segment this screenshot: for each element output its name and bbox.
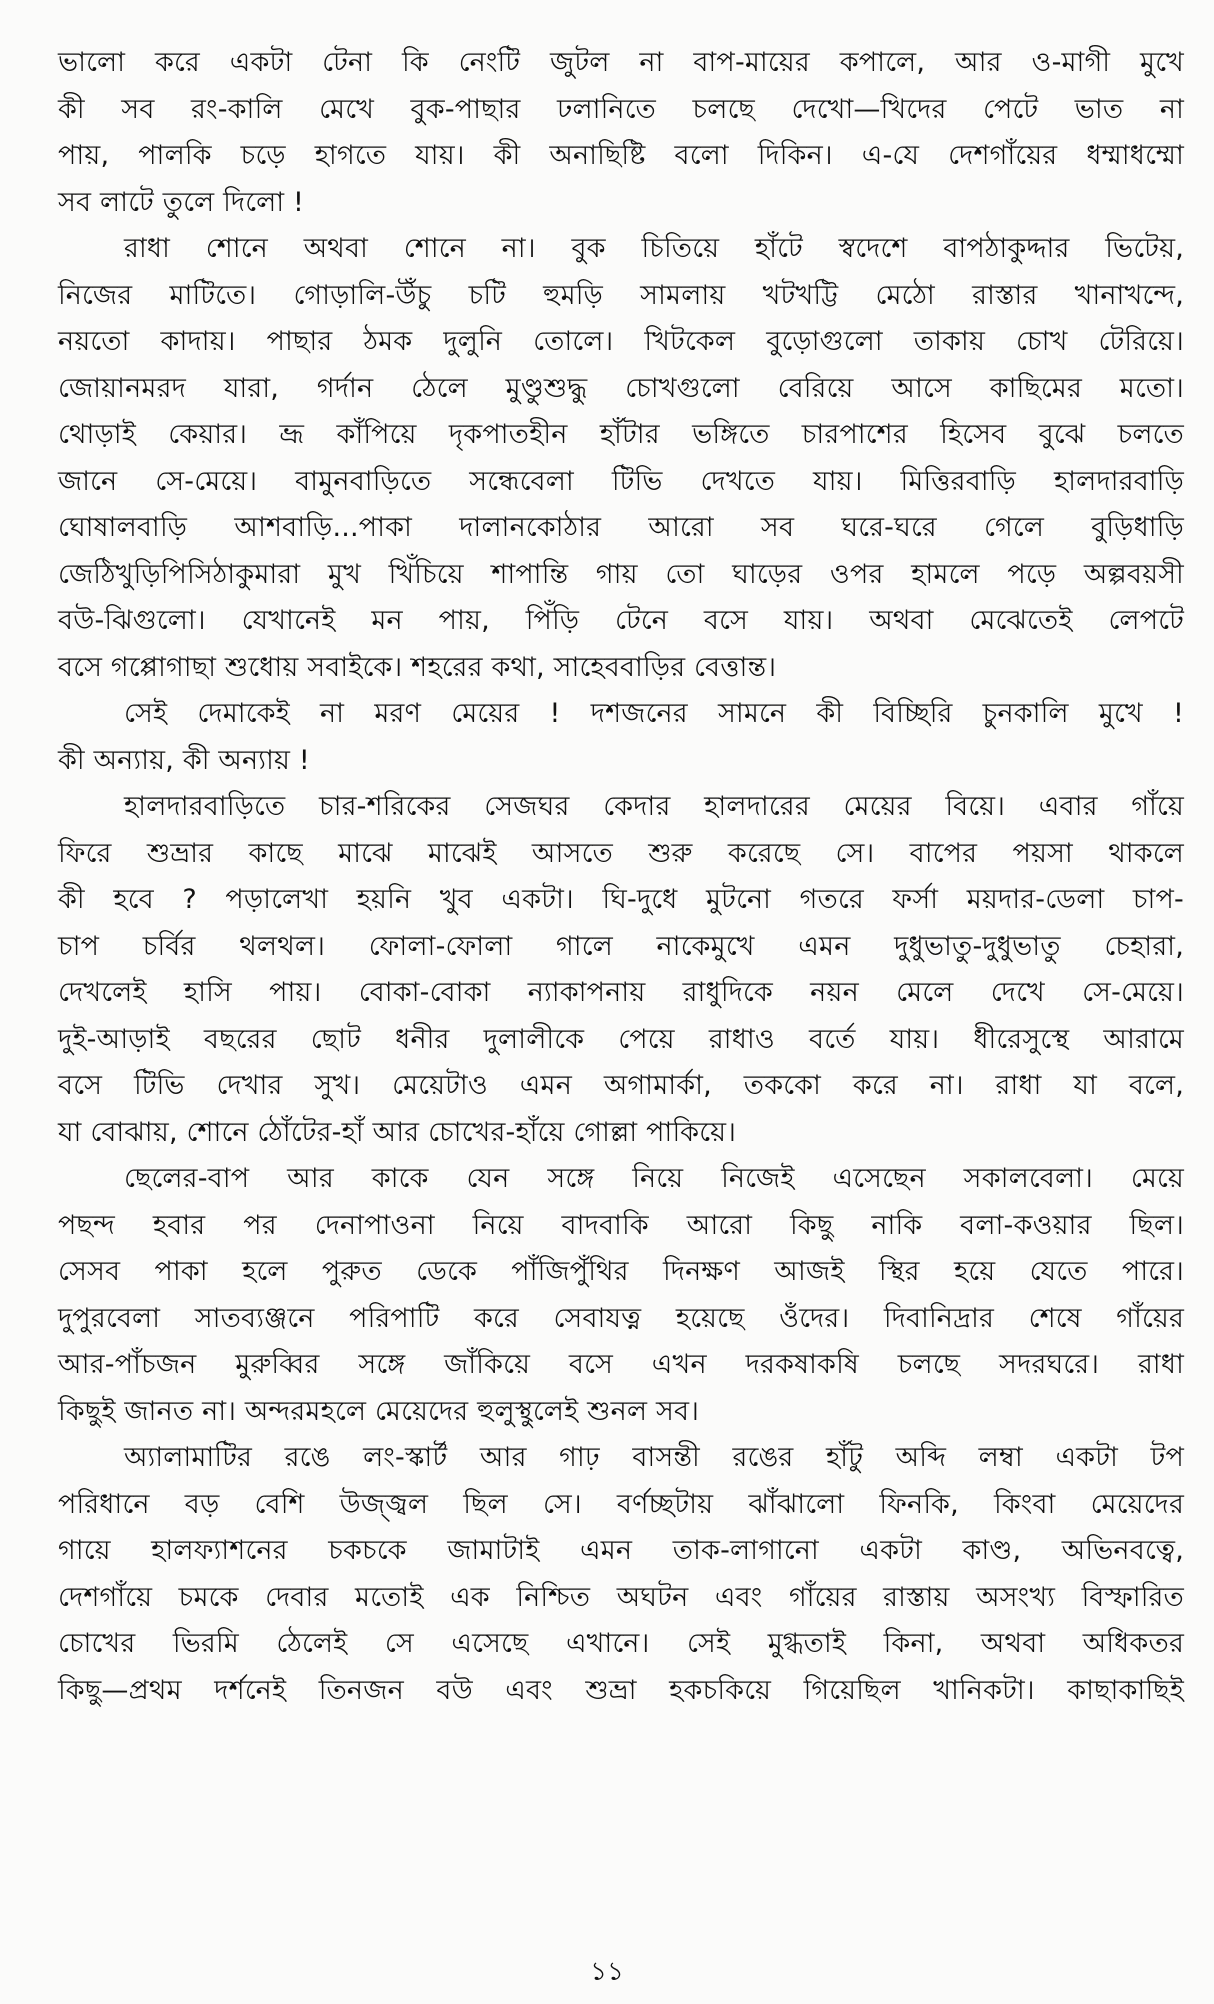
text-line: জানে সে-মেয়ে। বামুনবাড়িতে সন্ধেবেলা টিভি দেখতে যায়। মিত্তিরবাড়ি হালদারবাড়ি — [58, 465, 1184, 497]
text-line: দেখলেই হাসি পায়। বোকা-বোকা ন্যাকাপনায় রাধুদিকে নয়ন মেলে দেখে সে-মেয়ে। — [58, 977, 1184, 1008]
text-line: ঘোষালবাড়ি আশবাড়ি...পাকা দালানকোঠার আরো সব ঘরে-ঘরে গেলে বুড়িধাড়ি — [58, 512, 1184, 543]
text-line: বসে গপ্পোগাছা শুধোয় সবাইকে। শহরের কথা, সাহেববাড়ির বেত্তান্ত। — [58, 651, 777, 683]
text-line: পছন্দ হবার পর দেনাপাওনা নিয়ে বাদবাকি আরো কিছু নাকি বলা-কওয়ার ছিল। — [58, 1209, 1184, 1241]
text-line: দুপুরবেলা সাতব্যঞ্জনে পরিপাটি করে সেবাযত্ন হয়েছে ওঁদের। দিবানিদ্রার শেষে গাঁয়ের — [58, 1302, 1184, 1334]
text-line: বউ-ঝিগুলো। যেখানেই মন পায়, পিঁড়ি টেনে বসে যায়। অথবা মেঝেতেই লেপটে — [58, 605, 1184, 636]
text-line: সেই দেমাকেই না মরণ মেয়ের ! দশজনের সামনে কী বিচ্ছিরি চুনকালি মুখে ! — [124, 698, 1184, 729]
text-line: অ্যালামাটির রঙে লং-স্কার্ট আর গাঢ় বাসন্তী রঙের হাঁটু অব্দি লম্বা একটা টপ — [124, 1442, 1184, 1473]
text-line: কী অন্যায়, কী অন্যায় ! — [58, 744, 310, 776]
text-line: গায়ে হালফ্যাশনের চকচকে জামাটাই এমন তাক-লাগানো একটা কাণ্ড, অভিনবত্বে, — [58, 1535, 1184, 1566]
text-line: কিছুই জানত না। অন্দরমহলে মেয়েদের হুলুস্থুলেই শুনল সব। — [58, 1395, 700, 1427]
text-line: ভালো করে একটা টেনা কি নেংটি জুটল না বাপ-মায়ের কপালে, আর ও-মাগী মুখে — [58, 47, 1184, 78]
text-line: দুই-আড়াই বছরের ছোট ধনীর দুলালীকে পেয়ে রাধাও বর্তে যায়। ধীরেসুস্থে আরামে — [58, 1023, 1184, 1055]
text-line: হালদারবাড়িতে চার-শরিকের সেজঘর কেদার হালদারের মেয়ের বিয়ে। এবার গাঁয়ে — [124, 791, 1184, 822]
text-line: কী সব রং-কালি মেখে বুক-পাছার ঢলানিতে চলছে দেখো—খিদের পেটে ভাত না — [58, 93, 1184, 125]
page-number: ১১ — [590, 1957, 624, 1987]
text-line: পায়, পালকি চড়ে হাগতে যায়। কী অনাছিষ্টি বলো দিকিন। এ-যে দেশগাঁয়ের ধম্মাধম্মো — [58, 140, 1184, 171]
text-line: নিজের মাটিতে। গোড়ালি-উঁচু চটি হুমড়ি সামলায় খটখট্টি মেঠো রাস্তার খানাখন্দে, — [58, 279, 1184, 311]
text-line: জোয়ানমরদ যারা, গর্দান ঠেলে মুণ্ডুশুদ্ধু চোখগুলো বেরিয়ে আসে কাছিমের মতো। — [58, 372, 1184, 404]
text-line: ছেলের-বাপ আর কাকে যেন সঙ্গে নিয়ে নিজেই এসেছেন সকালবেলা। মেয়ে — [124, 1163, 1184, 1194]
body-text — [58, 40, 1184, 1714]
text-line: জেঠিখুড়িপিসিঠাকুমারা মুখ খিঁচিয়ে শাপান্তি গায় তো ঘাড়ের ওপর হামলে পড়ে অল্পবয়সী — [58, 558, 1184, 590]
text-line: নয়তো কাদায়। পাছার ঠমক দুলুনি তোলে। খিটকেল বুড়োগুলো তাকায় চোখ টেরিয়ে। — [58, 326, 1184, 357]
text-line: কিছু—প্রথম দর্শনেই তিনজন বউ এবং শুভ্রা হকচকিয়ে গিয়েছিল খানিকটা। কাছাকাছিই — [58, 1674, 1184, 1706]
text-line: ফিরে শুভ্রার কাছে মাঝে মাঝেই আসতে শুরু করেছে সে। বাপের পয়সা থাকলে — [58, 837, 1184, 869]
text-line: দেশগাঁয়ে চমকে দেবার মতোই এক নিশ্চিত অঘটন এবং গাঁয়ের রাস্তায় অসংখ্য বিস্ফারিত — [58, 1581, 1184, 1613]
text-line: রাধা শোনে অথবা শোনে না। বুক চিতিয়ে হাঁটে স্বদেশে বাপঠাকুদ্দার ভিটেয়, — [124, 233, 1184, 264]
text-line: থোড়াই কেয়ার। ভ্রূ কাঁপিয়ে দৃকপাতহীন হাঁটার ভঙ্গিতে চারপাশের হিসেব বুঝে চলতে — [58, 419, 1184, 450]
text-line: সেসব পাকা হলে পুরুত ডেকে পাঁজিপুঁথির দিনক্ষণ আজই স্থির হয়ে যেতে পারে। — [58, 1256, 1184, 1287]
text-line: বসে টিভি দেখার সুখ। মেয়েটাও এমন অগামার্কা, তককো করে না। রাধা যা বলে, — [58, 1070, 1184, 1101]
text-line: পরিধানে বড় বেশি উজ্জ্বল ছিল সে। বর্ণচ্ছটায় ঝাঁঝালো ফিনকি, কিংবা মেয়েদের — [58, 1488, 1184, 1520]
text-line: কী হবে ? পড়ালেখা হয়নি খুব একটা। ঘি-দুধে মুটনো গতরে ফর্সা ময়দার-ডেলা চাপ- — [58, 884, 1184, 915]
text-line: যা বোঝায়, শোনে ঠোঁটের-হাঁ আর চোখের-হাঁয়ে গোল্লা পাকিয়ে। — [58, 1116, 737, 1148]
text-line: চাপ চর্বির থলথল। ফোলা-ফোলা গালে নাকেমুখে এমন দুধুভাতু-দুধুভাতু চেহারা, — [58, 930, 1184, 962]
text-line: আর-পাঁচজন মুরুব্বির সঙ্গে জাঁকিয়ে বসে এখন দরকষাকষি চলছে সদরঘরে। রাধা — [58, 1349, 1184, 1380]
text-line: সব লাটে তুলে দিলো ! — [58, 186, 305, 218]
text-line: চোখের ভিরমি ঠেলেই সে এসেছে এখানে। সেই মুগ্ধতাই কিনা, অথবা অধিকতর — [58, 1628, 1184, 1659]
